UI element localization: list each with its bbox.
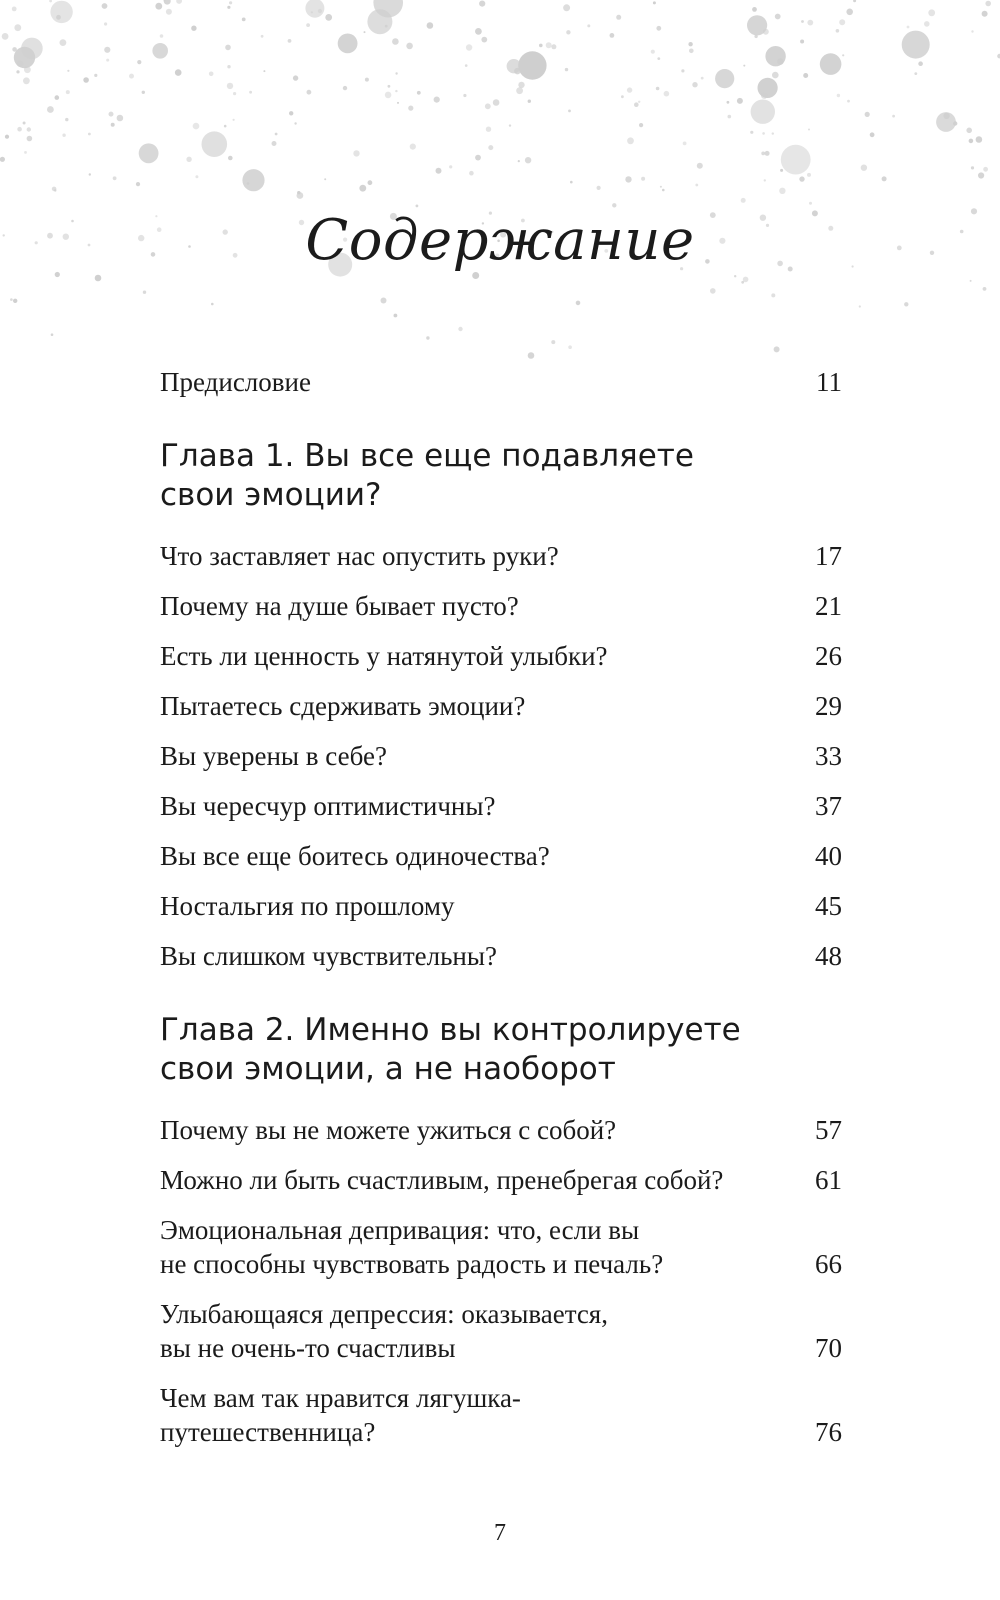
toc-entry [160, 1297, 842, 1365]
toc-entry-label: Вы чересчур оптимистичны? [160, 791, 496, 821]
toc-entry [160, 1113, 842, 1147]
toc-entry [160, 1163, 842, 1197]
chapter-heading: Глава 2. Именно вы контролируете свои эмоции, а не наоборот [160, 1012, 741, 1087]
toc-entry-label: Чем вам так нравится лягушка- путешественница? [160, 1383, 521, 1447]
toc-entry-label: Эмоциональная депривация: что, если вы не способны чувствовать радость и печаль? [160, 1215, 664, 1279]
toc-entry-page: 17 [815, 541, 842, 571]
toc-entry-label: Предисловие [160, 367, 311, 397]
toc-entry-label: Что заставляет нас опустить руки? [160, 541, 559, 571]
toc-entry-page: 66 [815, 1249, 842, 1279]
toc-entry-label: Вы слишком чувствительны? [160, 941, 497, 971]
toc-entry-page: 70 [815, 1333, 842, 1363]
toc-entry [160, 789, 842, 823]
toc-entry-page: 11 [816, 367, 842, 397]
toc-entry-page: 48 [815, 941, 842, 971]
toc-entry-page: 37 [815, 791, 842, 821]
toc-entry-page: 45 [815, 891, 842, 921]
table-of-contents [160, 365, 842, 1465]
decorative-dots [0, 0, 1000, 380]
toc-entry-label: Вы уверены в себе? [160, 741, 387, 771]
page-title: Содержание [305, 208, 695, 273]
toc-entry [160, 739, 842, 773]
page-number: 7 [494, 1520, 506, 1546]
toc-entry [160, 939, 842, 973]
toc-entry-page: 33 [815, 741, 842, 771]
toc-entry [160, 839, 842, 873]
toc-entry [160, 689, 842, 723]
toc-entry-page: 40 [815, 841, 842, 871]
chapter-heading: Глава 1. Вы все еще подавляете свои эмоции? [160, 438, 694, 513]
toc-entry-page: 61 [815, 1165, 842, 1195]
toc-entry [160, 589, 842, 623]
toc-entry [160, 365, 842, 399]
toc-entry-label: Почему на душе бывает пусто? [160, 591, 519, 621]
toc-entry [160, 639, 842, 673]
toc-entry-page: 29 [815, 691, 842, 721]
toc-entry-page: 21 [815, 591, 842, 621]
toc-entry [160, 889, 842, 923]
toc-entry-page: 57 [815, 1115, 842, 1145]
toc-entry-label: Улыбающаяся депрессия: оказывается, вы не очень-то счастливы [160, 1299, 608, 1363]
toc-entry-page: 26 [815, 641, 842, 671]
toc-entry-page: 76 [815, 1417, 842, 1447]
toc-entry-label: Вы все еще боитесь одиночества? [160, 841, 550, 871]
toc-entry-label: Ностальгия по прошлому [160, 891, 455, 921]
toc-entry-label: Пытаетесь сдерживать эмоции? [160, 691, 526, 721]
toc-entry-label: Почему вы не можете ужиться с собой? [160, 1115, 617, 1145]
toc-entry [160, 1381, 842, 1449]
toc-entry [160, 1213, 842, 1281]
toc-entry-label: Можно ли быть счастливым, пренебрегая собой? [160, 1165, 724, 1195]
toc-entry [160, 539, 842, 573]
toc-entry-label: Есть ли ценность у натянутой улыбки? [160, 641, 608, 671]
